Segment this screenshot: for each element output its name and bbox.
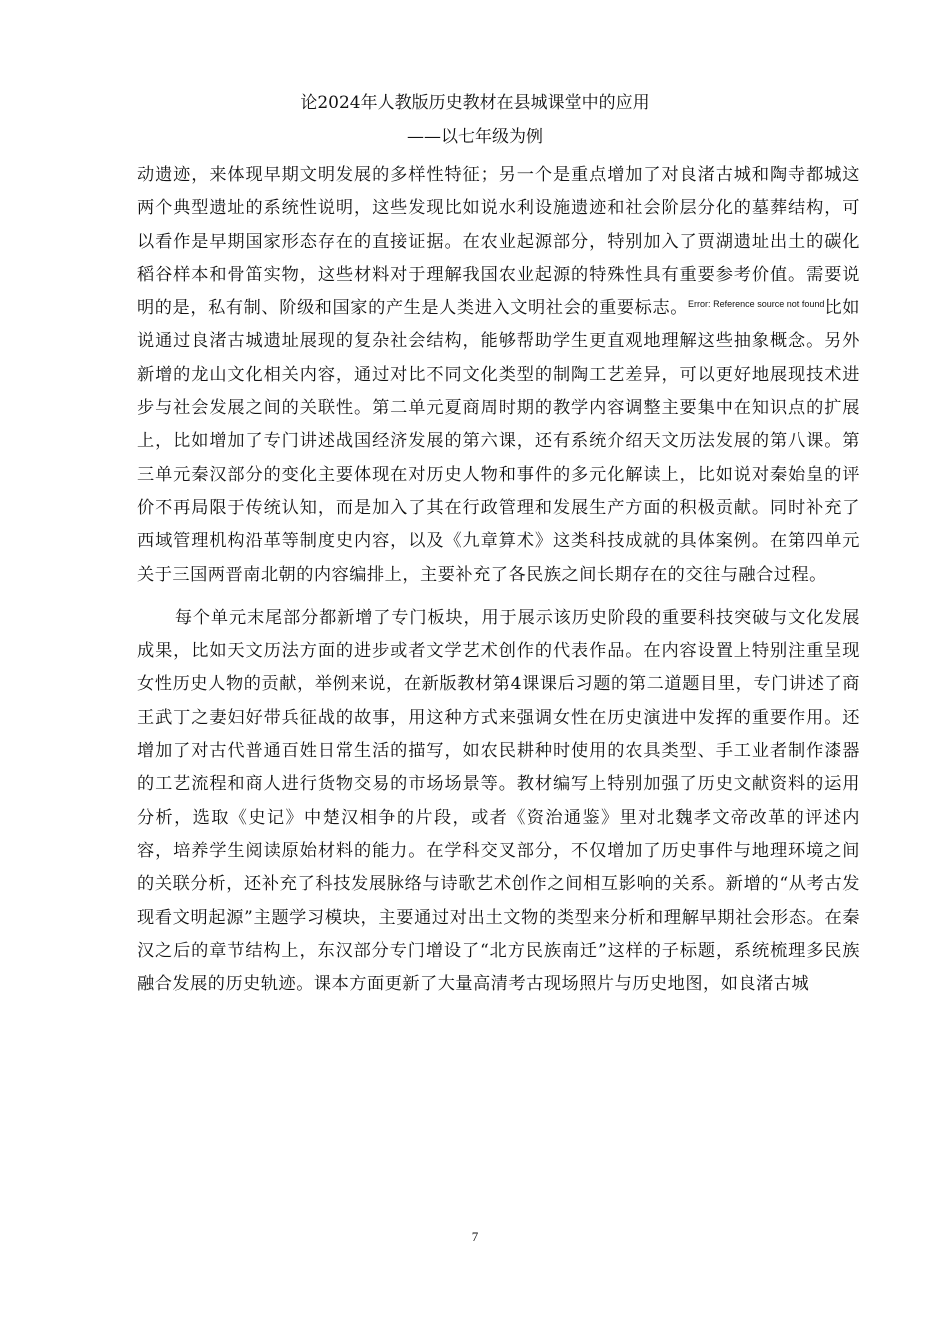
paragraph-1 (137, 159, 860, 592)
paragraph-1-text-a: 动遗迹，来体现早期文明发展的多样性特征；另一个是重点增加了对良渚古城和陶寺都城这两个典型遗址的系统性说明，这些发现比如说水利设施遗迹和社会阶层分化的墓葬结构，可以看作是早期国家形态存在的直接证据。在农业起源部分，特别加入了贾湖遗址出土的碳化稻谷样本和骨笛实物，这些材料对于理解我国农业起源的特殊性具有重要参考价值。需要说明的是，私有制、阶级和国家的产生是人类进入文明社会的重要标志。 (137, 165, 860, 319)
running-header-subtitle: ——以七年级为例 (407, 127, 543, 147)
paragraph-1-text-b: 比如说通过良渚古城遗址展现的复杂社会结构，能够帮助学生更直观地理解这些抽象概念。另外新增的龙山文化相关内容，通过对比不同文化类型的制陶工艺差异，可以更好地展现技术进步与社会发展之间的关联性。第二单元夏商周时期的教学内容调整主要集中在知识点的扩展上，比如增加了专门讲述战国经济发展的第六课，还有系统介绍天文历法发展的第八课。第三单元秦汉部分的变化主要体现在对历史人物和事件的多元化解读上，比如说对秦始皇的评价不再局限于传统认知，而是加入了其在行政管理和发展生产方面的积极贡献。同时补充了西域管理机构沿革等制度史内容，以及《九章算术》这类科技成就的具体案例。在第四单元关于三国两晋南北朝的内容编排上，主要补充了各民族之间长期存在的交往与融合过程。 (137, 298, 860, 585)
reference-error-marker: Error: Reference source not found (688, 299, 825, 310)
page-number: 7 (471, 1229, 479, 1244)
paragraph-2: 每个单元末尾部分都新增了专门板块，用于展示该历史阶段的重要科技突破与文化发展成果，比如天文历法方面的进步或者文学艺术创作的代表作品。在内容设置上特别注重呈现女性历史人物的贡献，举例来说，在新版教材第4课课后习题的第二道题目里，专门讲述了商王武丁之妻妇好带兵征战的故事，用这种方式来强调女性在历史演进中发挥的重要作用。还增加了对古代普通百姓日常生活的描写，如农民耕种时使用的农具类型、手工业者制作漆器的工艺流程和商人进行货物交易的市场场景等。教材编写上特别加强了历史文献资料的运用分析，选取《史记》中楚汉相争的片段，或者《资治通鉴》里对北魏孝文帝改革的评述内容，培养学生阅读原始材料的能力。在学科交叉部分，不仅增加了历史事件与地理环境之间的关联分析，还补充了科技发展脉络与诗歌艺术创作之间相互影响的关系。新增的“从考古发现看文明起源”主题学习模块，主要通过对出土文物的类型来分析和理解早期社会形态。在秦汉之后的章节结构上，东汉部分专门增设了“北方民族南迁”这样的子标题，系统梳理多民族融合发展的历史轨迹。课本方面更新了大量高清考古现场照片与历史地图，如良渚古城 (137, 607, 860, 995)
body-text (137, 159, 860, 1001)
running-header-title: 论2024年人教版历史教材在县城课堂中的应用 (300, 93, 650, 113)
